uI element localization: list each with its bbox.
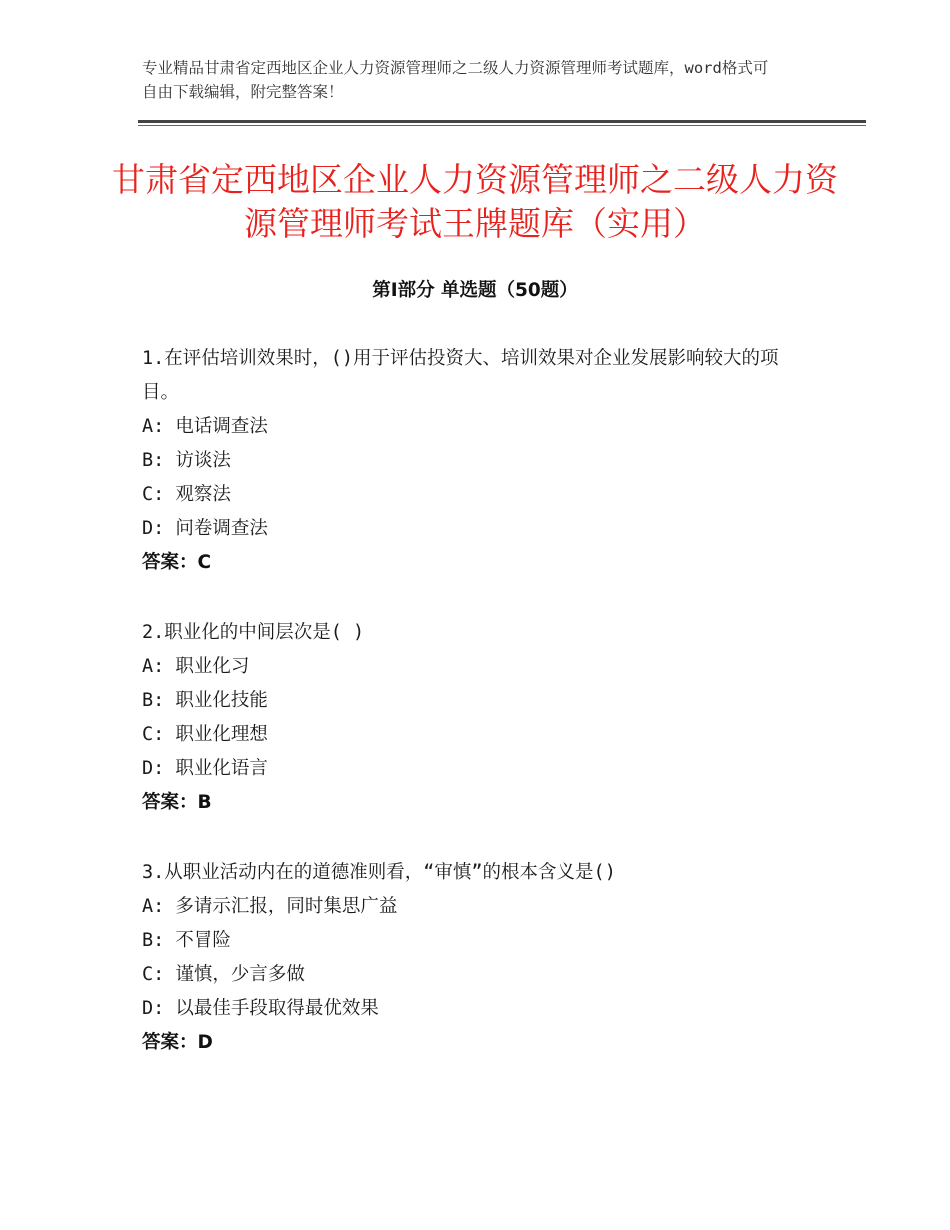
- option-d: D: 问卷调查法: [142, 518, 268, 539]
- question-item: [142, 856, 802, 1060]
- option-a: A: 多请示汇报，同时集思广益: [142, 896, 398, 917]
- option-c: C: 职业化理想: [142, 724, 268, 745]
- option-d: D: 以最佳手段取得最优效果: [142, 998, 379, 1019]
- option-b: B: 职业化技能: [142, 690, 268, 711]
- question-list: [142, 342, 802, 1096]
- question-item: [142, 342, 802, 580]
- header-rule-thick: [138, 120, 866, 123]
- option-b: B: 不冒险: [142, 930, 231, 951]
- document-title: 甘肃省定西地区企业人力资源管理师之二级人力资源管理师考试王牌题库（实用）: [112, 160, 838, 243]
- option-c: C: 谨慎，少言多做: [142, 964, 305, 985]
- question-stem: 2.职业化的中间层次是( ): [142, 622, 365, 643]
- section-title: 第Ⅰ部分 单选题（50题）: [372, 280, 578, 301]
- header-note: 专业精品甘肃省定西地区企业人力资源管理师之二级人力资源管理师考试题库，word格式可自由下载编辑，附完整答案！: [142, 59, 769, 101]
- answer-line: 答案：D: [142, 1032, 213, 1053]
- answer-line: 答案：C: [142, 552, 212, 573]
- question-stem: 1.在评估培训效果时，()用于评估投资大、培训效果对企业发展影响较大的项目。: [142, 348, 779, 403]
- header-rule-thin: [138, 125, 866, 126]
- answer-line: 答案：B: [142, 792, 212, 813]
- option-a: A: 职业化习: [142, 656, 250, 677]
- option-d: D: 职业化语言: [142, 758, 268, 779]
- option-b: B: 访谈法: [142, 450, 231, 471]
- question-item: [142, 616, 802, 820]
- option-a: A: 电话调查法: [142, 416, 268, 437]
- option-c: C: 观察法: [142, 484, 231, 505]
- question-stem: 3.从职业活动内在的道德准则看，“审慎”的根本含义是(): [142, 862, 616, 883]
